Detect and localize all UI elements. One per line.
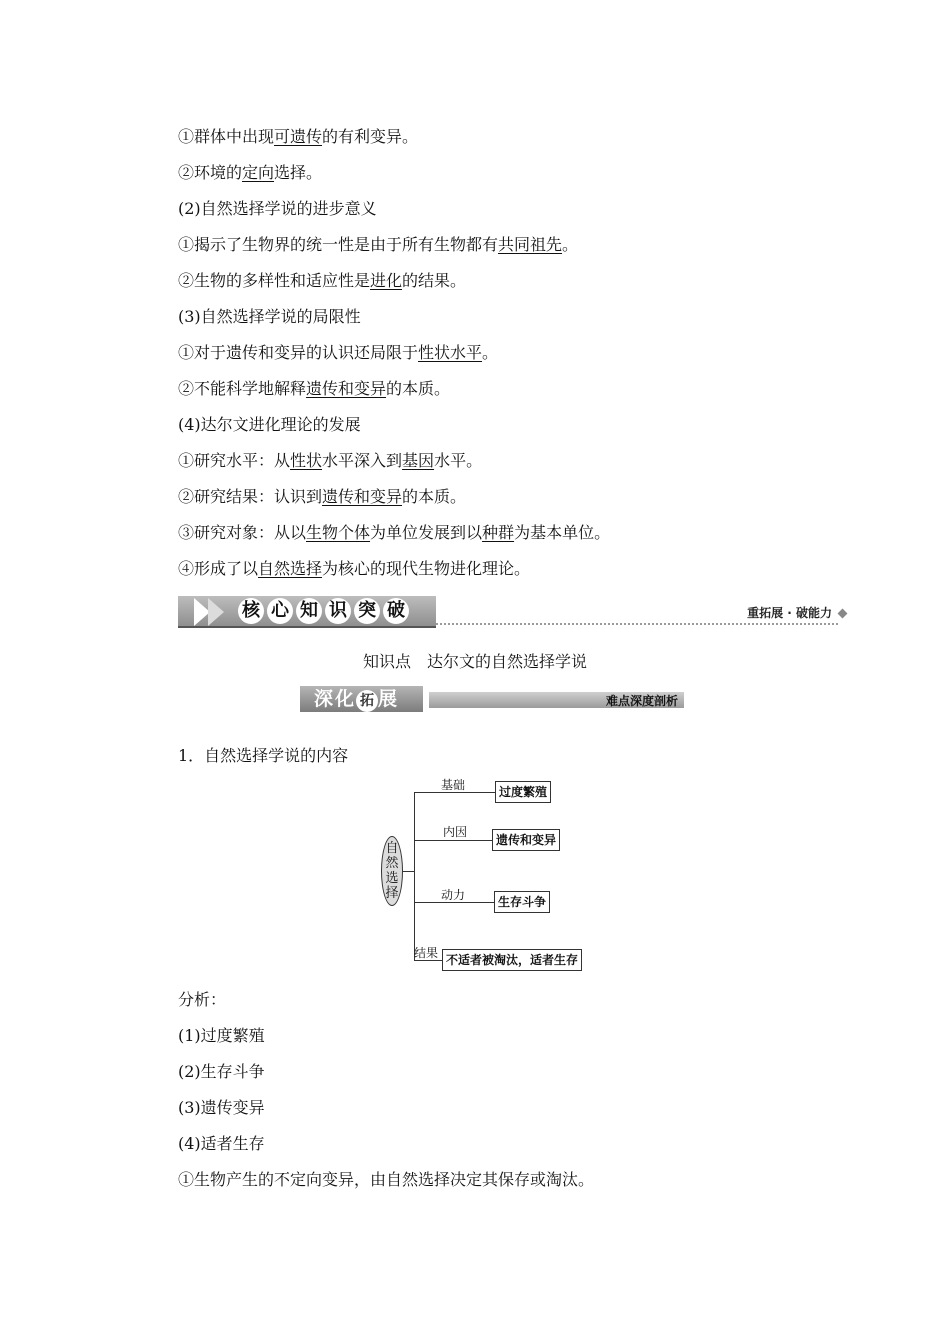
sub-banner-right-text: 难点深度剖析: [605, 694, 678, 708]
underlined-term: 共同祖先: [498, 235, 563, 254]
banner-char: 心: [267, 598, 293, 624]
sub-banner-circle: 拓: [356, 690, 378, 712]
text-segment: 的结果。: [402, 271, 467, 290]
text-segment: 的本质。: [386, 379, 451, 398]
paragraph-line: [178, 559, 530, 579]
text-segment: ②研究结果：认识到: [178, 487, 323, 506]
paragraph-line: [178, 415, 361, 435]
text-segment: ①揭示了生物界的统一性是由于所有生物都有: [178, 235, 499, 254]
diagram-center-text: 自然选择: [385, 841, 399, 901]
text-segment: 为基本单位。: [514, 523, 611, 542]
text-segment: ①群体中出现: [178, 127, 275, 146]
analysis-item: (3)遗传变异: [178, 1098, 265, 1117]
sub-banner-text-a: 深化: [314, 688, 357, 710]
underlined-term: 自然选择: [258, 559, 323, 578]
text-segment: (4)达尔文进化理论的发展: [178, 415, 361, 434]
underlined-term: 基因: [402, 451, 435, 470]
knowledge-point-title: 知识点 达尔文的自然选择学说: [362, 652, 587, 671]
banner-dotted-line: [436, 623, 838, 625]
section-title: 1．自然选择学说的内容: [178, 746, 349, 765]
diamond-icon: [838, 609, 848, 619]
paragraph-line: [178, 163, 322, 183]
branch-label: 基础: [441, 778, 466, 792]
text-segment: 水平深入到: [322, 451, 403, 470]
text-segment: 。: [482, 343, 499, 362]
analysis-item: (1)过度繁殖: [178, 1026, 265, 1045]
text-segment: 为单位发展到以: [370, 523, 483, 542]
underlined-term: 种群: [482, 523, 515, 542]
text-segment: ①对于遗传和变异的认识还局限于: [178, 343, 419, 362]
underlined-term: 性状: [290, 451, 323, 470]
branch-label: 内因: [443, 825, 468, 839]
paragraph-line: [178, 235, 578, 255]
text-segment: ②环境的: [178, 163, 243, 182]
text-segment: 。: [562, 235, 579, 254]
connector-line: [414, 960, 443, 961]
text-segment: ②不能科学地解释: [178, 379, 307, 398]
analysis-title: 分析：: [178, 990, 227, 1009]
underlined-term: 可遗传: [274, 127, 323, 146]
connector-line: [414, 792, 496, 793]
branch-label: 动力: [441, 888, 466, 902]
paragraph-line: [178, 199, 377, 219]
text-segment: (3)自然选择学说的局限性: [178, 307, 361, 326]
paragraph-line: [178, 127, 418, 147]
analysis-item: (4)适者生存: [178, 1134, 265, 1153]
paragraph-line: [178, 343, 498, 363]
text-segment: (2)自然选择学说的进步意义: [178, 199, 377, 218]
underlined-term: 遗传和变异: [322, 487, 403, 506]
sub-banner: [300, 686, 684, 714]
connector-line: [414, 792, 415, 960]
banner-title: [238, 598, 409, 624]
text-segment: 为核心的现代生物进化理论。: [322, 559, 531, 578]
branch-box: 过度繁殖: [495, 781, 551, 803]
branch-box: 生存斗争: [494, 891, 550, 913]
text-segment: ③研究对象：从以: [178, 523, 307, 542]
text-segment: 水平。: [434, 451, 483, 470]
paragraph-line: [178, 523, 610, 543]
diagram-center: [381, 836, 403, 906]
text-segment: 的有利变异。: [322, 127, 419, 146]
paragraph-line: [178, 487, 466, 507]
connector-line: [403, 871, 414, 872]
text-segment: ①研究水平：从: [178, 451, 291, 470]
section-banner: [178, 596, 848, 630]
connector-line: [414, 840, 493, 841]
text-segment: ④形成了以: [178, 559, 259, 578]
paragraph-line: [178, 379, 450, 399]
paragraph-line: [178, 271, 466, 291]
analysis-item: (2)生存斗争: [178, 1062, 265, 1081]
banner-char: 突: [354, 598, 380, 624]
underlined-term: 生物个体: [306, 523, 371, 542]
underlined-term: 定向: [242, 163, 275, 182]
underlined-term: 进化: [370, 271, 403, 290]
banner-char: 核: [238, 598, 264, 624]
banner-char: 知: [296, 598, 322, 624]
text-segment: ②生物的多样性和适应性是: [178, 271, 371, 290]
text-segment: 选择。: [274, 163, 323, 182]
analysis-item: ①生物产生的不定向变异，由自然选择决定其保存或淘汰。: [178, 1170, 595, 1189]
underlined-term: 性状水平: [418, 343, 483, 362]
paragraph-line: [178, 451, 482, 471]
text-segment: 的本质。: [402, 487, 467, 506]
banner-char: 识: [325, 598, 351, 624]
sub-banner-left: [300, 686, 426, 712]
sub-banner-text-b: 展: [378, 688, 400, 710]
branch-label: 结果: [414, 946, 439, 960]
connector-line: [414, 902, 495, 903]
banner-char: 破: [383, 598, 409, 624]
underlined-term: 遗传和变异: [306, 379, 387, 398]
branch-box: 不适者被淘汰，适者生存: [442, 949, 582, 971]
banner-right-text: 重拓展 · 破能力: [747, 606, 832, 620]
paragraph-line: [178, 307, 361, 327]
branch-box: 遗传和变异: [492, 829, 560, 851]
chevron-icon: [208, 598, 224, 626]
